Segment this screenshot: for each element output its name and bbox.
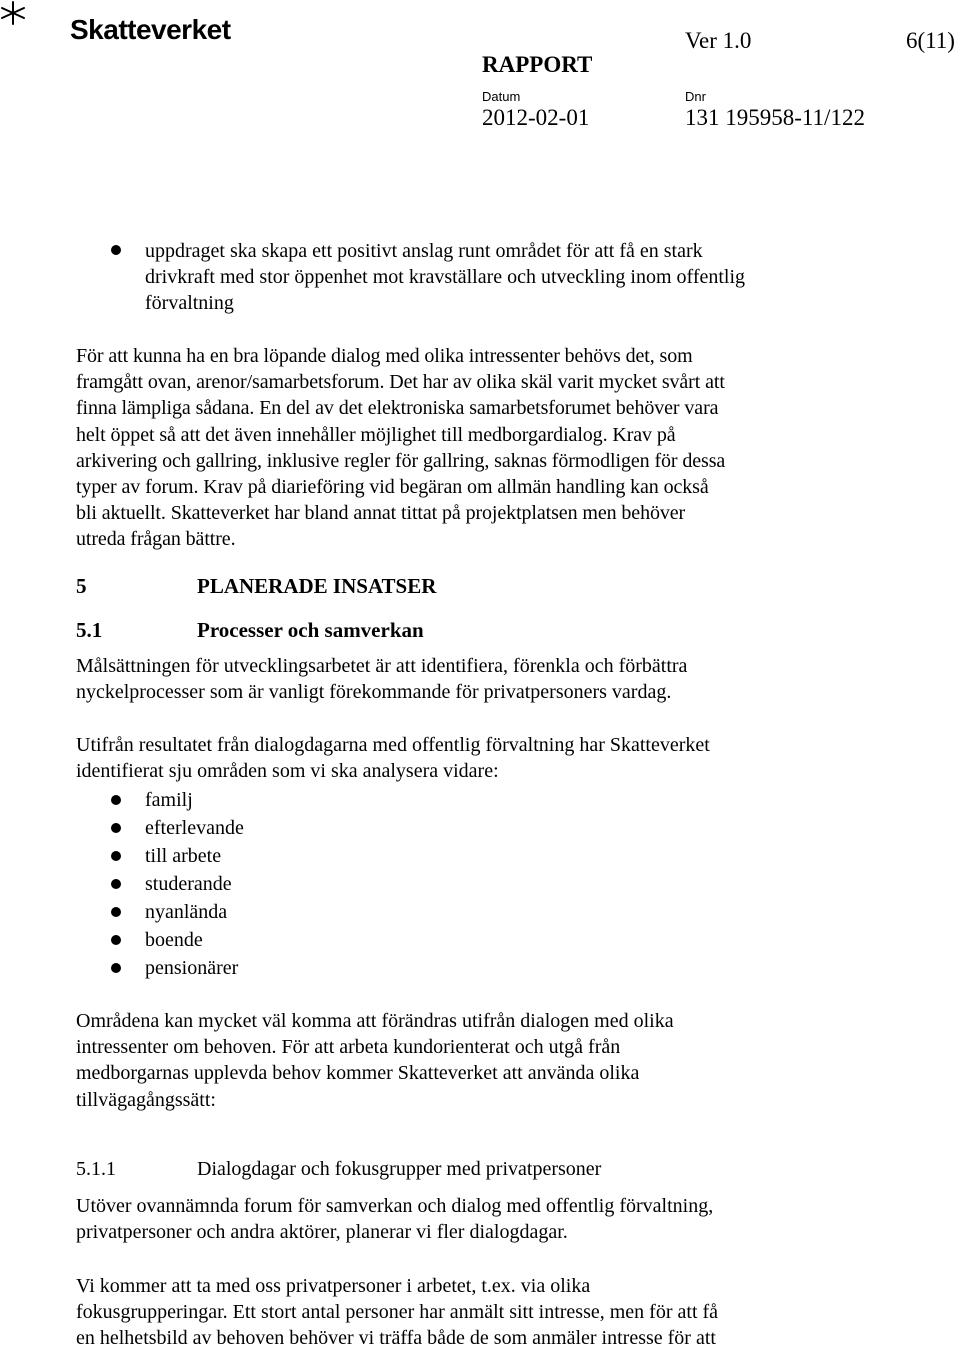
text-line: tillvägagångssätt:: [76, 1088, 216, 1111]
bullet-icon: [111, 879, 121, 889]
text-line: förvaltning: [145, 292, 234, 315]
text-line: privatpersoner och andra aktörer, planerar vi fler dialogdagar.: [76, 1221, 568, 1244]
date-label: Datum: [482, 89, 521, 104]
section-5-1-1-number: 5.1.1: [76, 1158, 116, 1180]
text-line: drivkraft med stor öppenhet mot kravställare och utveckling inom offentlig: [145, 266, 746, 289]
logo-text: Skatteverket: [70, 14, 231, 45]
bullet-icon: [111, 907, 121, 917]
section-5-1-number: 5.1: [76, 618, 103, 642]
text-line: en helhetsbild av behoven behöver vi träffa både de som anmäler intresse för att: [76, 1327, 716, 1350]
list-item: pensionärer: [145, 957, 239, 979]
version-label: Ver 1.0: [685, 28, 752, 53]
text-line: arkivering och gallring, inklusive regler för gallring, saknas förmodligen för dessa: [76, 449, 726, 472]
list-item: till arbete: [145, 845, 222, 867]
text-line: Utöver ovannämnda forum för samverkan och dialog med offentlig förvaltning,: [76, 1195, 714, 1217]
text-line: bli aktuellt. Skatteverket har bland annat tittat på projektplatsen men behöver: [76, 502, 686, 525]
text-line: Utifrån resultatet från dialogdagarna med offentlig förvaltning har Skatteverket: [76, 734, 710, 756]
date-value: 2012-02-01: [482, 105, 590, 130]
text-line: helt öppet så att det även innehåller möjlighet till medborgardialog. Krav på: [76, 423, 676, 446]
text-line: intressenter om behoven. För att arbeta kundorienterat och utgå från: [76, 1036, 621, 1059]
list-item: nyanlända: [145, 901, 228, 923]
text-line: fokusgrupperingar. Ett stort antal personer har anmält sitt intresse, men för att få: [76, 1301, 719, 1324]
areas-intro-paragraph: [76, 732, 846, 784]
list-item: boende: [145, 929, 203, 951]
text-line: Områdena kan mycket väl komma att förändras utifrån dialogen med olika: [76, 1010, 674, 1032]
dnr-label: Dnr: [685, 89, 706, 104]
areas-change-paragraph: [76, 1008, 846, 1113]
bullet-icon: [111, 245, 121, 255]
text-line: utreda frågan bättre.: [76, 528, 236, 551]
text-line: Målsättningen för utvecklingsarbetet är att identifiera, förenkla och förbättra: [76, 655, 688, 677]
list-item: studerande: [145, 873, 232, 895]
text-line: medborgarnas upplevda behov kommer Skatteverket att använda olika: [76, 1062, 640, 1085]
text-line: framgått ovan, arenor/samarbetsforum. Det har av olika skäl varit mycket svårt att: [76, 371, 725, 394]
bullet-icon: [111, 935, 121, 945]
dialog-paragraph: [76, 343, 846, 553]
section-5-number: 5: [76, 574, 87, 598]
intro-bullet-text: [145, 238, 915, 317]
bullet-icon: [111, 795, 121, 805]
text-line: typer av forum. Krav på diarieföring vid begäran om allmän handling kan också: [76, 475, 709, 498]
crown-logo-icon: [0, 0, 30, 30]
dnr-value: 131 195958-11/122: [685, 105, 865, 130]
list-item: familj: [145, 789, 193, 811]
goal-paragraph: [76, 653, 846, 705]
list-item: efterlevande: [145, 817, 244, 839]
text-line: Vi kommer att ta med oss privatpersoner i arbetet, t.ex. via olika: [76, 1275, 591, 1297]
forums-paragraph: [76, 1193, 846, 1245]
section-5-title: PLANERADE INSATSER: [197, 574, 437, 598]
text-line: nyckelprocesser som är vanligt förekommande för privatpersoners vardag.: [76, 681, 672, 704]
text-line: uppdraget ska skapa ett positivt anslag runt området för att få en stark: [145, 240, 703, 262]
page-number: 6(11): [906, 28, 955, 53]
bullet-icon: [111, 823, 121, 833]
section-5-1-1-title: Dialogdagar och fokusgrupper med privatpersoner: [197, 1158, 602, 1180]
bullet-icon: [111, 963, 121, 973]
document-type: RAPPORT: [482, 52, 593, 77]
focus-groups-paragraph: [76, 1273, 846, 1352]
bullet-icon: [111, 851, 121, 861]
section-5-1-title: Processer och samverkan: [197, 618, 424, 642]
text-line: identifierat sju områden som vi ska analysera vidare:: [76, 760, 499, 783]
text-line: finna lämpliga sådana. En del av det elektroniska samarbetsforumet behöver vara: [76, 397, 719, 420]
text-line: För att kunna ha en bra löpande dialog med olika intressenter behövs det, som: [76, 345, 693, 367]
